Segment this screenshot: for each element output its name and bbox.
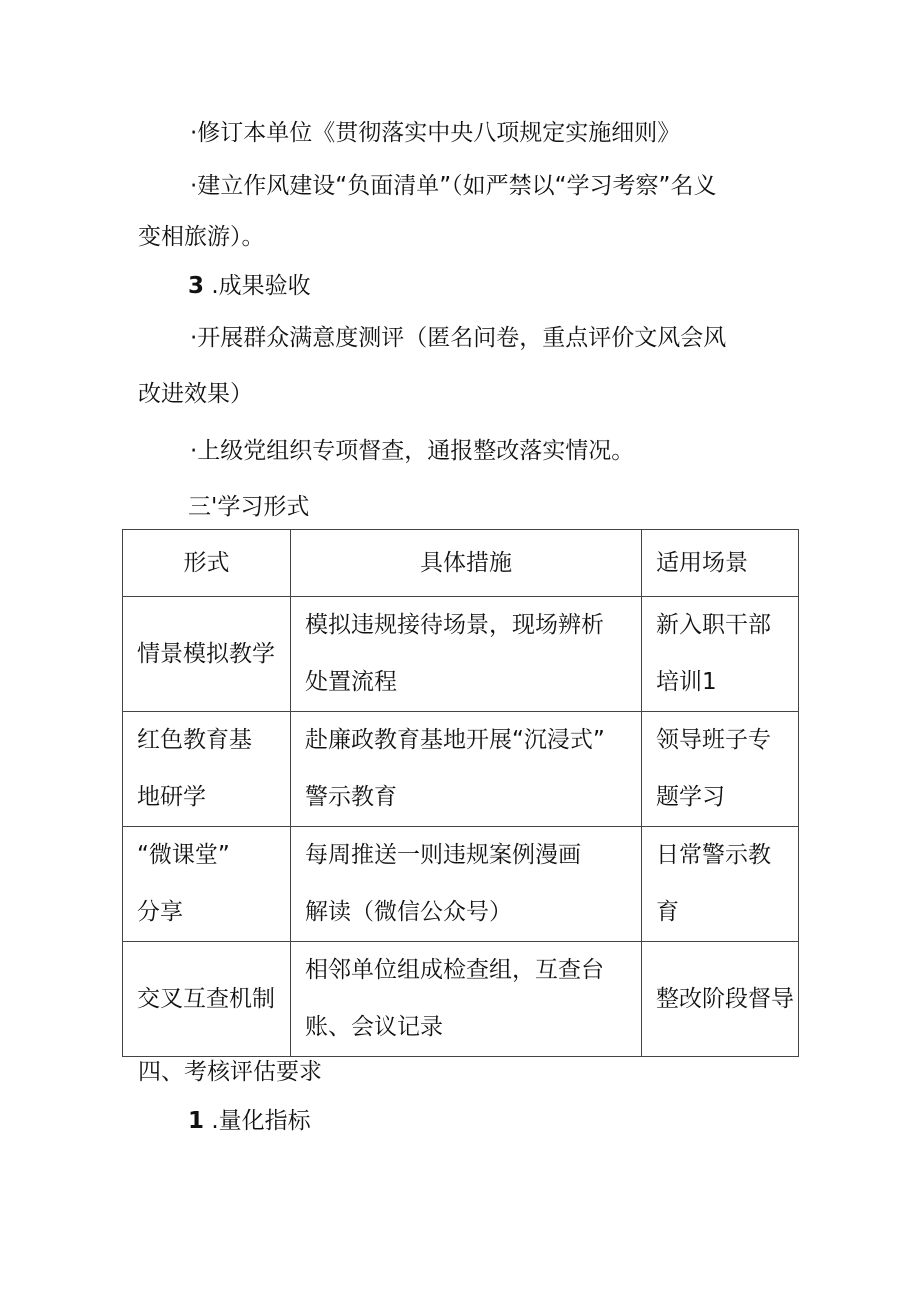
scene-cell	[642, 971, 798, 1028]
measures-cell	[291, 712, 641, 826]
table-row	[123, 712, 799, 827]
scene-text: 育	[656, 899, 679, 925]
measures-cell	[291, 942, 641, 1056]
measures-text: 警示教育	[305, 784, 397, 810]
header-measures: 具体措施	[420, 550, 512, 576]
scene-text: 新入职干部	[656, 612, 771, 638]
table-row	[123, 827, 799, 942]
scene-text: 题学习	[656, 784, 725, 810]
acceptance-title: .成果验收	[211, 273, 311, 299]
acceptance-number: 3	[188, 273, 205, 299]
measures-cell	[291, 827, 641, 941]
scene-text: 整改阶段督导	[656, 985, 794, 1012]
scene-text: 领导班子专	[656, 727, 771, 753]
header-scene: 适用场景	[656, 550, 748, 576]
measures-text: 模拟违规接待场景，现场辨析	[305, 612, 604, 638]
scene-cell	[642, 597, 798, 711]
measures-text: 赴廉政教育基地开展“沉浸式”	[305, 727, 605, 753]
measures-text: 每周推送一则违规案例漫画	[305, 842, 581, 868]
form-cell	[123, 827, 290, 941]
negative-list-item: ·建立作风建设“负面清单”（如严禁以“学习考察”名义	[190, 173, 717, 199]
measures-text: 处置流程	[305, 669, 397, 695]
form-cell	[123, 712, 290, 826]
supervision-item: ·上级党组织专项督查，通报整改落实情况。	[190, 438, 635, 464]
table-row	[123, 942, 799, 1057]
section4-heading: 四、考核评估要求	[138, 1059, 322, 1085]
scene-cell	[642, 712, 798, 826]
acceptance-heading	[188, 271, 311, 301]
satisfaction-survey-item-cont: 改进效果）	[138, 381, 253, 407]
quant-heading	[188, 1106, 311, 1136]
scene-text: 培训1	[656, 669, 717, 695]
form-text: 红色教育基	[137, 727, 252, 753]
table-row	[123, 597, 799, 712]
measures-cell	[291, 597, 641, 711]
form-text: 情景模拟教学	[137, 640, 275, 667]
table-header-row	[123, 530, 799, 597]
scene-cell	[642, 827, 798, 941]
revise-rules-item: ·修订本单位《贯彻落实中央八项规定实施细则》	[190, 120, 681, 146]
measures-text: 解读（微信公众号）	[305, 899, 512, 925]
scene-text: 日常警示教	[656, 842, 771, 868]
satisfaction-survey-item: ·开展群众满意度测评（匿名问卷，重点评价文风会风	[190, 325, 727, 351]
quant-title: .量化指标	[211, 1108, 311, 1134]
section3-heading: 三'学习形式	[188, 494, 310, 520]
form-cell	[123, 626, 290, 683]
measures-text: 相邻单位组成检查组，互查台	[305, 957, 604, 983]
header-form: 形式	[183, 550, 230, 576]
quant-number: 1	[188, 1108, 205, 1134]
learning-forms-table	[122, 529, 799, 1057]
negative-list-item-cont: 变相旅游）。	[138, 224, 265, 250]
form-text: 交叉互查机制	[137, 985, 275, 1012]
form-cell	[123, 971, 290, 1028]
measures-text: 账、会议记录	[305, 1014, 443, 1040]
form-text: 地研学	[137, 784, 206, 810]
form-text: “微课堂”	[137, 842, 230, 868]
form-text: 分享	[137, 899, 183, 925]
